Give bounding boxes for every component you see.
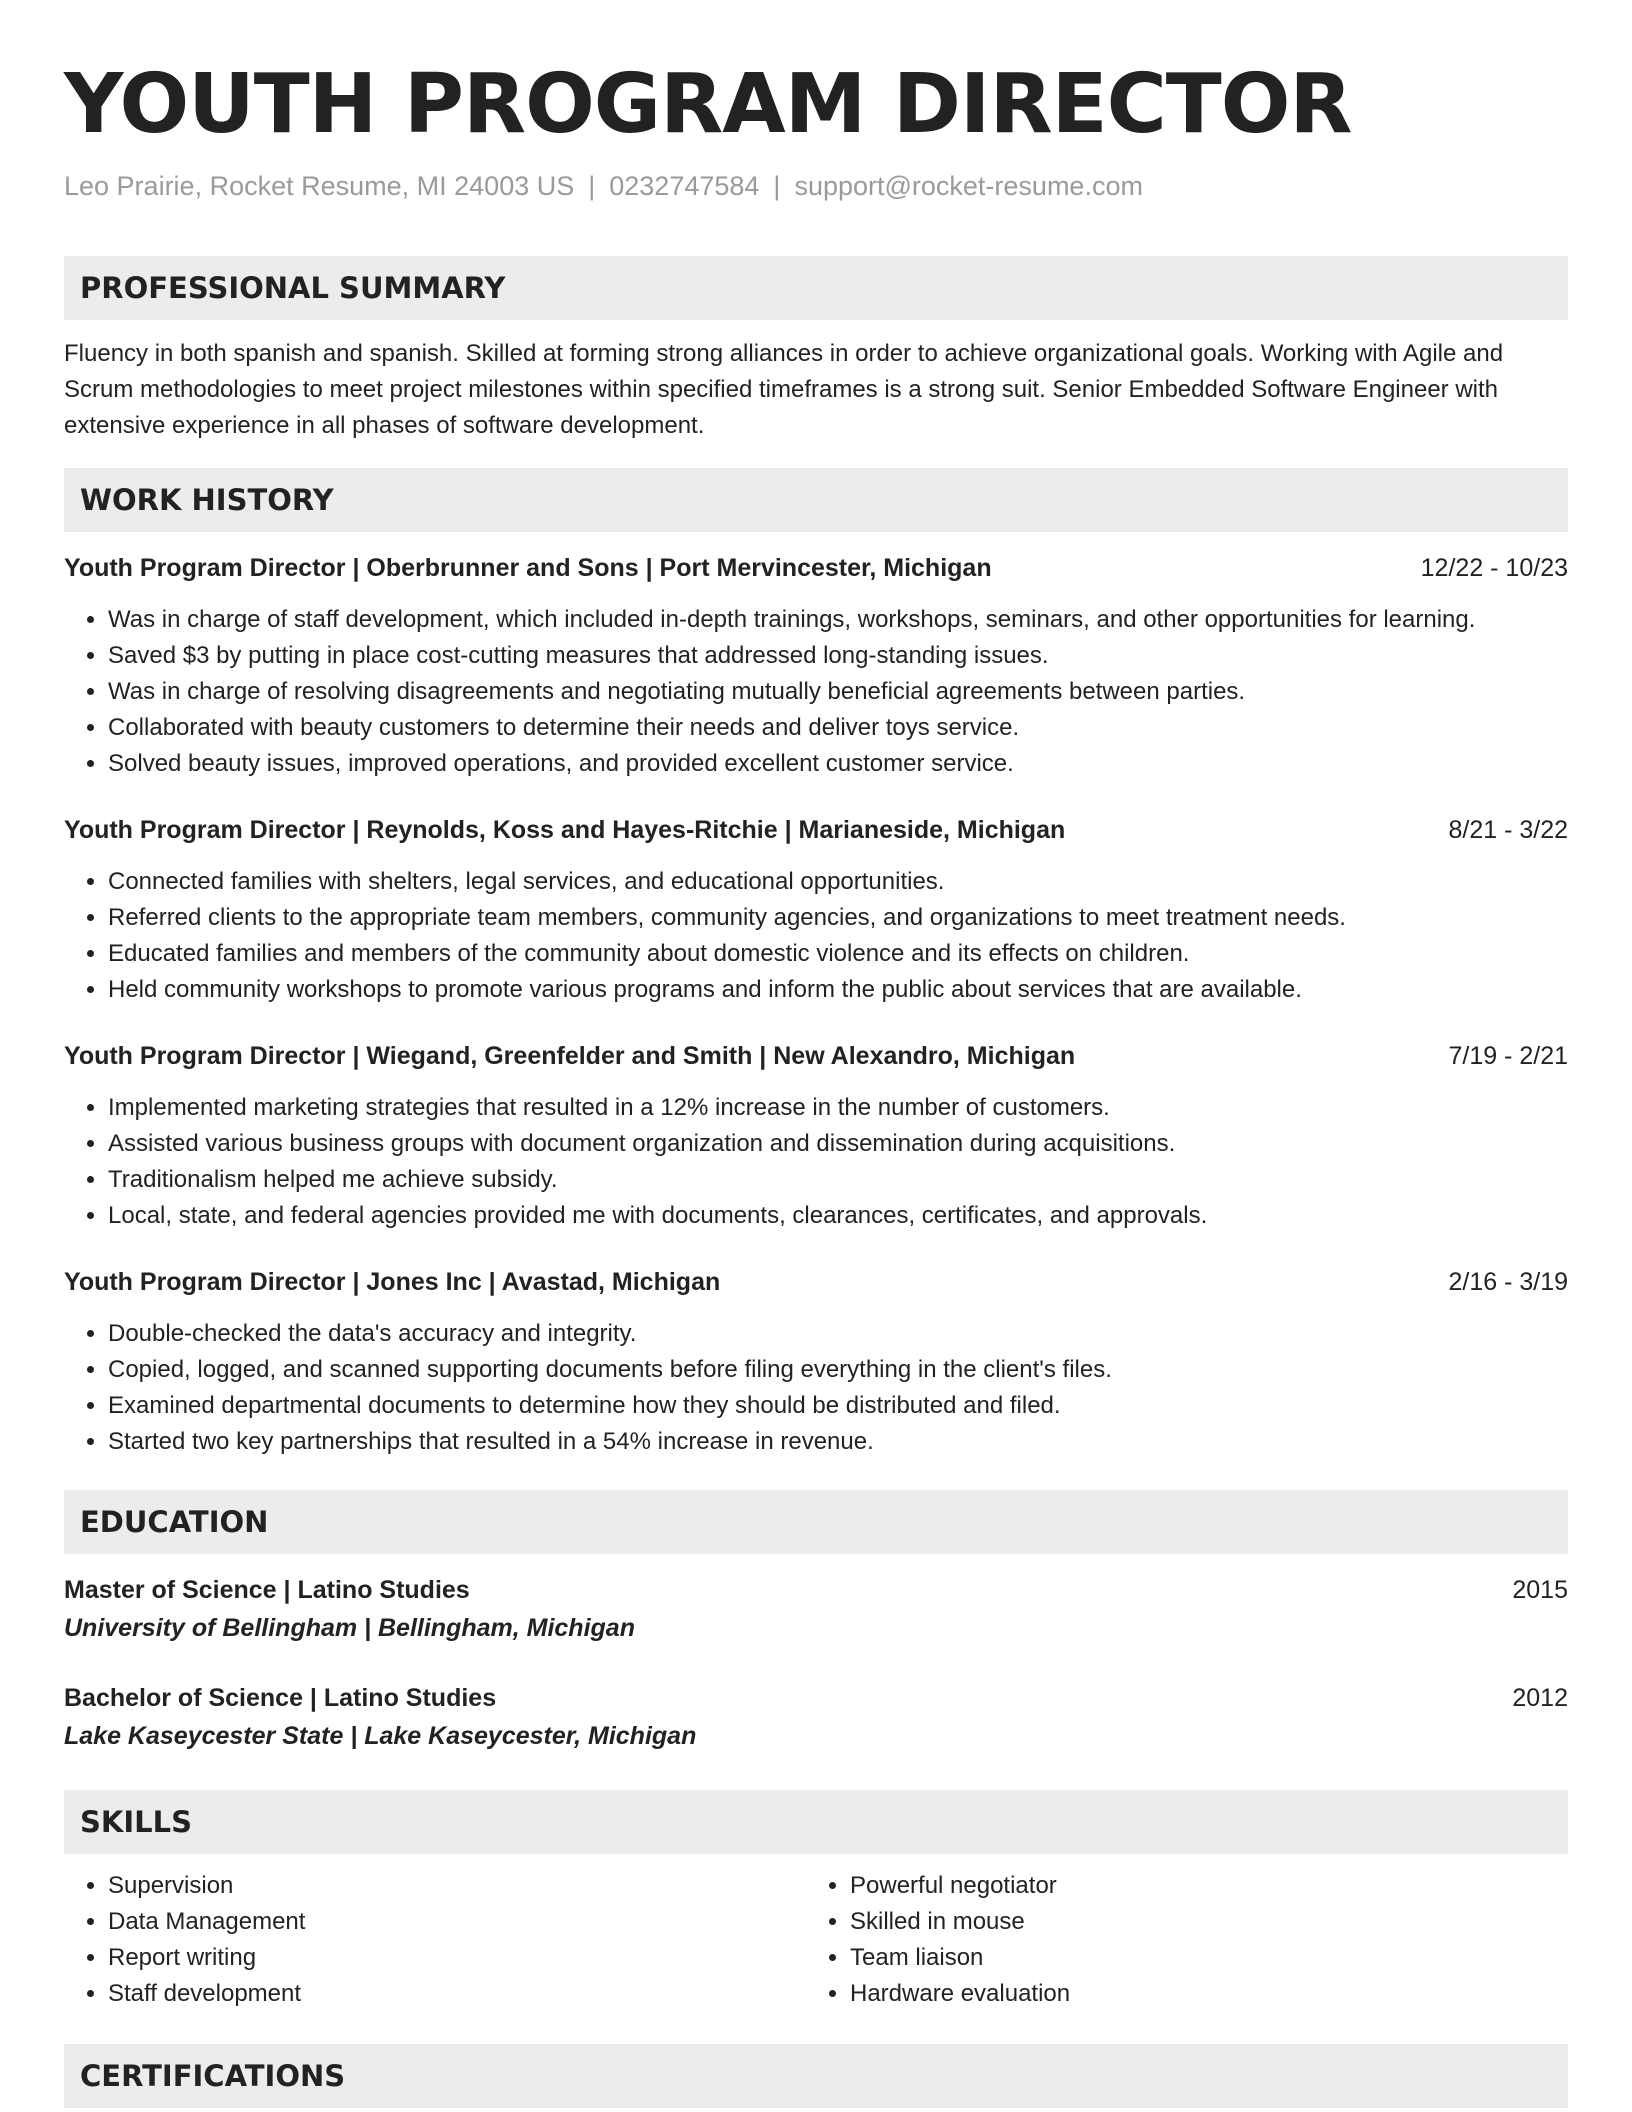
job-entry <box>64 1038 1568 1234</box>
job-bullet: • Held community workshops to promote various programs and inform the public about services that are available. <box>108 972 1568 1008</box>
summary-text: Fluency in both spanish and spanish. Skilled at forming strong alliances in order to achieve organizational goals. Working with Agile and Scrum methodologies to meet project milestones within specified timeframes is a strong suit. Senior Embedded Software Engineer with extensive experience in all phases of software development. <box>64 340 1504 439</box>
skills-column-right <box>806 1868 1548 2012</box>
job-bullet: • Connected families with shelters, legal services, and educational opportunities. <box>108 864 1568 900</box>
skills-column-left <box>64 1868 806 2012</box>
job-bullet: • Solved beauty issues, improved operations, and provided excellent customer service. <box>108 746 1568 782</box>
job-bullet: • Was in charge of staff development, which included in-depth trainings, workshops, seminars, and other opportunities for learning. <box>108 602 1568 638</box>
job-bullet: • Double-checked the data's accuracy and integrity. <box>108 1316 1568 1352</box>
skill-item: • Staff development <box>108 1976 806 2012</box>
job-dates: 2/16 - 3/19 <box>1448 1268 1568 1296</box>
job-bullet: • Was in charge of resolving disagreements and negotiating mutually beneficial agreements between parties. <box>108 674 1568 710</box>
contact-line <box>64 168 1568 204</box>
skill-item: • Data Management <box>108 1904 806 1940</box>
skill-item: • Powerful negotiator <box>850 1868 1548 1904</box>
job-bullet: • Implemented marketing strategies that resulted in a 12% increase in the number of customers. <box>108 1090 1568 1126</box>
job-bullet: • Saved $3 by putting in place cost-cutting measures that addressed long-standing issues. <box>108 638 1568 674</box>
job-bullet: • Local, state, and federal agencies provided me with documents, clearances, certificates, and approvals. <box>108 1198 1568 1234</box>
education-year: 2012 <box>1512 1684 1568 1712</box>
contact-separator: | <box>588 171 596 201</box>
job-bullet: • Collaborated with beauty customers to determine their needs and deliver toys service. <box>108 710 1568 746</box>
job-entry <box>64 1264 1568 1460</box>
job-dates: 12/22 - 10/23 <box>1420 554 1568 582</box>
job-dates: 7/19 - 2/21 <box>1448 1042 1568 1070</box>
education-year: 2015 <box>1512 1576 1568 1604</box>
skill-item: • Skilled in mouse <box>850 1904 1548 1940</box>
resume-title: YOUTH PROGRAM DIRECTOR <box>64 57 1352 152</box>
job-entry <box>64 550 1568 782</box>
section-header-certifications: CERTIFICATIONS <box>64 2044 1568 2108</box>
section-header-summary: PROFESSIONAL SUMMARY <box>64 256 1568 320</box>
skill-item: • Team liaison <box>850 1940 1548 1976</box>
skill-item: • Report writing <box>108 1940 806 1976</box>
education-entry <box>64 1572 1568 1648</box>
job-bullet: • Copied, logged, and scanned supporting documents before filing everything in the client's files. <box>108 1352 1568 1388</box>
education-entry <box>64 1680 1568 1756</box>
contact-address: Leo Prairie, Rocket Resume, MI 24003 US <box>64 171 575 201</box>
job-title: Youth Program Director | Oberbrunner and Sons | Port Mervincester, Michigan <box>64 554 992 582</box>
job-bullet: • Assisted various business groups with document organization and dissemination during acquisitions. <box>108 1126 1568 1162</box>
education-school: University of Bellingham | Bellingham, Michigan <box>64 1614 635 1642</box>
section-header-education: EDUCATION <box>64 1490 1568 1554</box>
contact-phone: 0232747584 <box>609 171 760 201</box>
section-header-work-history: WORK HISTORY <box>64 468 1568 532</box>
job-bullet: • Examined departmental documents to determine how they should be distributed and filed. <box>108 1388 1568 1424</box>
job-bullets <box>64 1316 1568 1460</box>
job-bullets <box>64 864 1568 1008</box>
job-dates: 8/21 - 3/22 <box>1448 816 1568 844</box>
skills-grid <box>64 1868 1568 2012</box>
contact-separator: | <box>773 171 781 201</box>
job-bullet: • Traditionalism helped me achieve subsidy. <box>108 1162 1568 1198</box>
skill-item: • Supervision <box>108 1868 806 1904</box>
job-bullet: • Educated families and members of the community about domestic violence and its effects on children. <box>108 936 1568 972</box>
job-title: Youth Program Director | Wiegand, Greenfelder and Smith | New Alexandro, Michigan <box>64 1042 1076 1070</box>
education-degree: Bachelor of Science | Latino Studies <box>64 1684 497 1712</box>
job-bullets <box>64 1090 1568 1234</box>
contact-email: support@rocket-resume.com <box>794 171 1143 201</box>
job-bullets <box>64 602 1568 782</box>
job-bullet: • Referred clients to the appropriate team members, community agencies, and organizations to meet treatment needs. <box>108 900 1568 936</box>
section-header-skills: SKILLS <box>64 1790 1568 1854</box>
job-entry <box>64 812 1568 1008</box>
job-title: Youth Program Director | Jones Inc | Avastad, Michigan <box>64 1268 721 1296</box>
job-bullet: • Started two key partnerships that resulted in a 54% increase in revenue. <box>108 1424 1568 1460</box>
skill-item: • Hardware evaluation <box>850 1976 1548 2012</box>
education-school: Lake Kaseycester State | Lake Kaseycester, Michigan <box>64 1722 697 1750</box>
education-degree: Master of Science | Latino Studies <box>64 1576 470 1604</box>
job-title: Youth Program Director | Reynolds, Koss and Hayes-Ritchie | Marianeside, Michigan <box>64 816 1066 844</box>
